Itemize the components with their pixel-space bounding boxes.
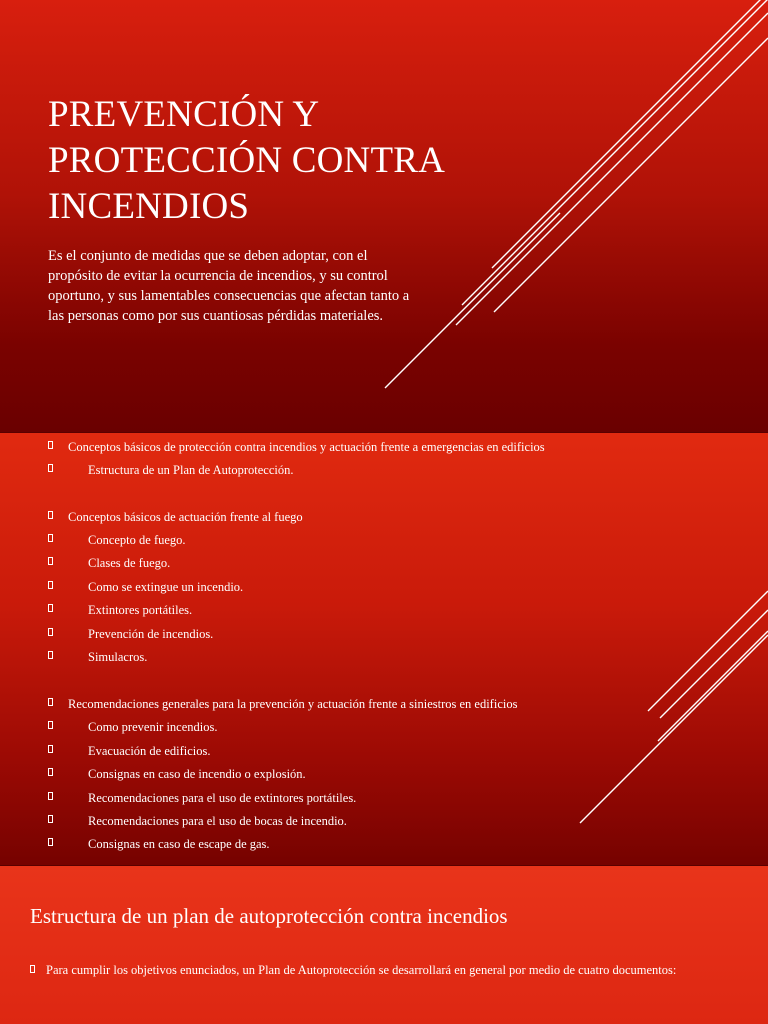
list-item-text: Como se extingue un incendio.	[88, 580, 244, 594]
list-item-text: Estructura de un Plan de Autoprotección.	[88, 463, 294, 477]
list-item-text: Clases de fuego.	[88, 556, 171, 570]
list-item-text: Recomendaciones para el uso de bocas de incendio.	[88, 814, 347, 828]
deco-line	[494, 38, 768, 312]
bullet-icon	[48, 534, 53, 542]
deco-line	[658, 631, 768, 741]
slide-title: PREVENCIÓN Y PROTECCIÓN CONTRA INCENDIOS	[48, 94, 444, 227]
slide-body-text: Para cumplir los objetivos enunciados, un Plan de Autoprotección se desarrollará en general por medio de cuatro documentos:	[46, 963, 677, 977]
bullet-icon	[48, 768, 53, 776]
deco-line	[492, 0, 768, 268]
bullet-icon	[48, 745, 53, 753]
bullet-icon	[48, 557, 53, 565]
list-item-text: Evacuación de edificios.	[88, 744, 211, 758]
list-item-text: Recomendaciones para el uso de extintores portátiles.	[88, 791, 357, 805]
slide-body-text: Es el conjunto de medidas que se deben adoptar, con el propósito de evitar la ocurrencia de incendios, y su control oportuno, y sus lamentables consecuencias que afectan tanto a las personas como por sus cuantiosas pérdidas materiales.	[48, 248, 410, 324]
deco-line	[580, 635, 768, 823]
list-item-text: Concepto de fuego.	[88, 533, 186, 547]
bullet-icon	[48, 628, 53, 636]
deco-line	[648, 591, 768, 711]
bullet-icon	[48, 604, 53, 612]
deco-line	[660, 610, 768, 718]
bullet-icon	[48, 721, 53, 729]
deco-line	[462, 0, 768, 305]
list-item-text: Simulacros.	[88, 650, 148, 664]
list-item-text: Prevención de incendios.	[88, 627, 214, 641]
slide-2	[0, 433, 768, 865]
list-item-text: Como prevenir incendios.	[88, 720, 218, 734]
bullet-icon	[30, 965, 35, 973]
bullet-icon	[48, 441, 53, 449]
slide-title: Estructura de un plan de autoprotección contra incendios	[30, 904, 508, 928]
deco-line	[456, 13, 768, 325]
list-item-text: Conceptos básicos de protección contra incendios y actuación frente a emergencias en edificios	[68, 440, 545, 454]
slide-3	[0, 866, 768, 1024]
slide-1	[0, 0, 768, 432]
bullet-icon	[48, 792, 53, 800]
bullet-icon	[48, 464, 53, 472]
list-item-text: Extintores portátiles.	[88, 603, 193, 617]
list-item-text: Consignas en caso de incendio o explosión.	[88, 767, 306, 781]
bullet-icon	[48, 815, 53, 823]
bullet-icon	[48, 511, 53, 519]
bullet-icon	[48, 651, 53, 659]
bullet-icon	[48, 698, 53, 706]
bullet-icon	[48, 581, 53, 589]
list-item-text: Recomendaciones generales para la prevención y actuación frente a siniestros en edificios	[68, 697, 518, 711]
bullet-icon	[48, 838, 53, 846]
list-item-text: Conceptos básicos de actuación frente al fuego	[68, 510, 303, 524]
list-item-text: Consignas en caso de escape de gas.	[88, 837, 270, 851]
